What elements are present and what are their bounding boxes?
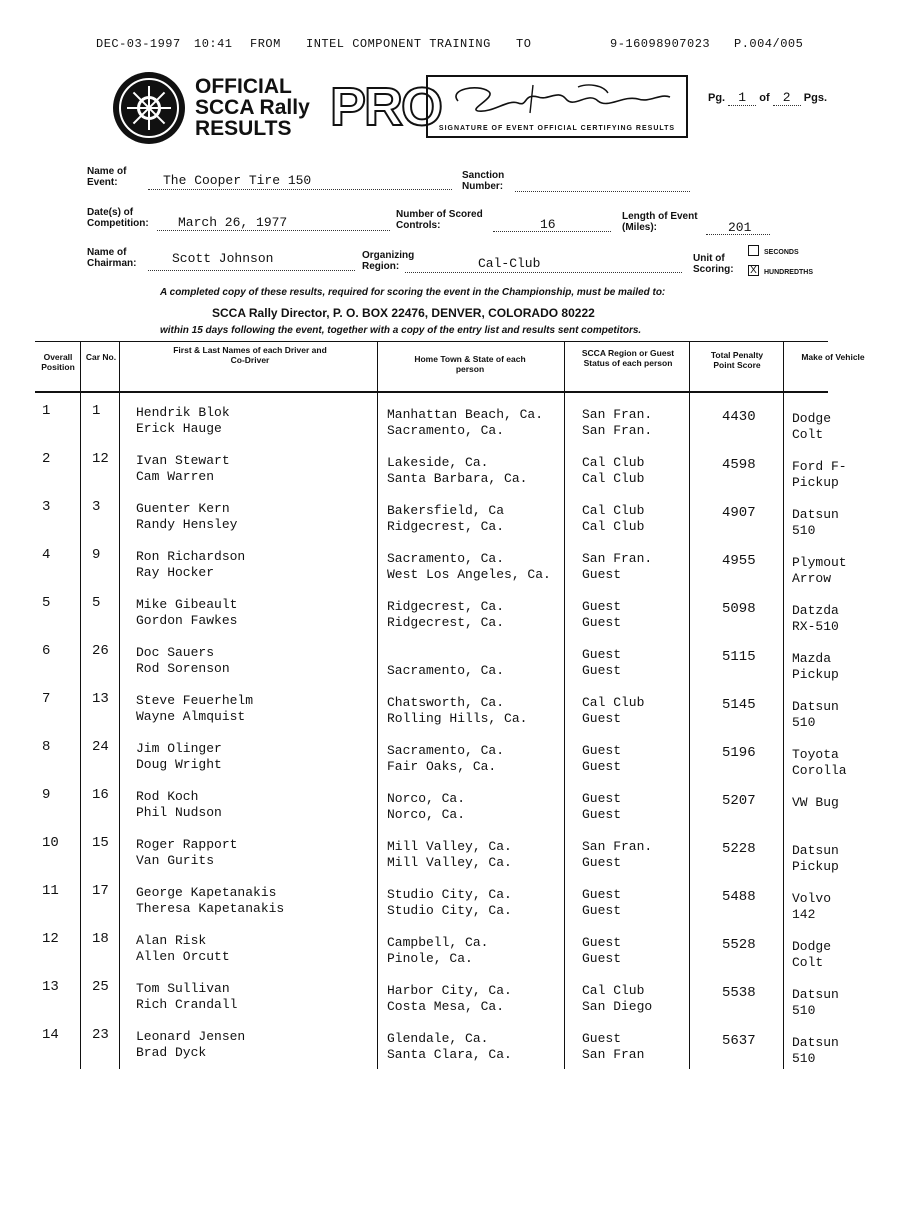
codriver-region-cell: Guest	[582, 759, 622, 774]
make-line-2-cell: Colt	[792, 955, 824, 970]
codriver-hometown-cell: Costa Mesa, Ca.	[387, 999, 505, 1014]
make-line-1-cell: Datsun	[792, 507, 839, 522]
make-line-2-cell: 510	[792, 1051, 816, 1066]
codriver-name-cell: Brad Dyck	[136, 1045, 207, 1060]
score-cell: 5228	[722, 841, 756, 857]
chairman-label: Name of Chairman:	[87, 247, 137, 269]
scca-wheel-logo-icon	[113, 72, 185, 144]
codriver-hometown-cell: Santa Barbara, Ca.	[387, 471, 528, 486]
score-cell: 5528	[722, 937, 756, 953]
make-line-1-cell: Dodge	[792, 411, 832, 426]
col-header-position: Overall Position	[41, 352, 75, 372]
make-line-2-cell: 510	[792, 715, 816, 730]
fax-to-label: TO	[516, 37, 532, 51]
driver-hometown-cell: Sacramento, Ca.	[387, 551, 505, 566]
make-line-1-cell: Ford F-	[792, 459, 847, 474]
codriver-name-cell: Van Gurits	[136, 853, 215, 868]
driver-name-cell: George Kapetanakis	[136, 885, 277, 900]
driver-name-cell: Doc Sauers	[136, 645, 215, 660]
driver-region-cell: Cal Club	[582, 503, 645, 518]
driver-name-cell: Guenter Kern	[136, 501, 230, 516]
codriver-region-cell: San Fran	[582, 1047, 645, 1062]
position-cell: 8	[42, 739, 51, 755]
driver-hometown-cell: Manhattan Beach, Ca.	[387, 407, 544, 422]
event-line	[148, 189, 452, 190]
instruction-line-1: A completed copy of these results, required for scoring the event in the Championship, must be mailed to:	[160, 287, 666, 298]
car-number-cell: 17	[92, 883, 109, 899]
driver-name-cell: Ron Richardson	[136, 549, 246, 564]
col-divider-2	[119, 341, 120, 1069]
driver-region-cell: Guest	[582, 743, 622, 758]
car-number-cell: 16	[92, 787, 109, 803]
page-label-post: Pgs.	[803, 92, 827, 104]
score-cell: 4598	[722, 457, 756, 473]
region-label: Organizing Region:	[362, 250, 415, 272]
codriver-name-cell: Doug Wright	[136, 757, 222, 772]
make-line-1-cell: Datsun	[792, 843, 839, 858]
chairman-line	[148, 270, 355, 271]
page-total: 2	[773, 90, 801, 106]
score-cell: 5115	[722, 649, 756, 665]
make-line-2-cell: 510	[792, 523, 816, 538]
col-header-make: Make of Vehicle	[801, 352, 865, 362]
page-label-pre: Pg.	[708, 92, 726, 104]
make-line-2-cell: RX-510	[792, 619, 839, 634]
codriver-name-cell: Erick Hauge	[136, 421, 222, 436]
position-cell: 14	[42, 1027, 59, 1043]
col-divider-5	[689, 341, 690, 1069]
driver-region-cell: San Fran.	[582, 839, 653, 854]
codriver-region-cell: Guest	[582, 855, 622, 870]
driver-hometown-cell: Studio City, Ca.	[387, 887, 512, 902]
col-header-score: Total Penalty Point Score	[710, 350, 764, 370]
make-line-2-cell: Pickup	[792, 859, 839, 874]
driver-name-cell: Jim Olinger	[136, 741, 222, 756]
make-line-2-cell: Corolla	[792, 763, 847, 778]
make-line-1-cell: Dodge	[792, 939, 832, 954]
position-cell: 6	[42, 643, 51, 659]
car-number-cell: 12	[92, 451, 109, 467]
driver-hometown-cell: Sacramento, Ca.	[387, 743, 505, 758]
page-label-mid: of	[759, 92, 770, 104]
driver-name-cell: Alan Risk	[136, 933, 207, 948]
codriver-hometown-cell: West Los Angeles, Ca.	[387, 567, 551, 582]
make-line-1-cell: Volvo	[792, 891, 832, 906]
driver-name-cell: Roger Rapport	[136, 837, 238, 852]
driver-name-cell: Ivan Stewart	[136, 453, 230, 468]
driver-region-cell: Guest	[582, 887, 622, 902]
col-header-region: SCCA Region or Guest Status of each person	[581, 348, 675, 368]
codriver-hometown-cell: Norco, Ca.	[387, 807, 466, 822]
col-header-names: First & Last Names of each Driver and Co-Driver	[173, 345, 327, 365]
table-header-rule	[35, 391, 828, 393]
codriver-hometown-cell: Sacramento, Ca.	[387, 663, 505, 678]
driver-region-cell: Guest	[582, 1031, 622, 1046]
position-cell: 13	[42, 979, 59, 995]
codriver-hometown-cell: Ridgecrest, Ca.	[387, 615, 505, 630]
codriver-hometown-cell: Sacramento, Ca.	[387, 423, 505, 438]
col-divider-3	[377, 341, 378, 1069]
date-label: Date(s) of Competition:	[87, 207, 149, 229]
codriver-region-cell: Cal Club	[582, 471, 645, 486]
car-number-cell: 1	[92, 403, 101, 419]
position-cell: 7	[42, 691, 51, 707]
col-divider-1	[80, 341, 81, 1069]
chairman-value: Scott Johnson	[172, 251, 274, 266]
position-cell: 4	[42, 547, 51, 563]
controls-label: Number of Scored Controls:	[396, 209, 483, 231]
col-header-hometown: Home Town & State of each person	[414, 354, 526, 374]
fax-date: DEC-03-1997	[96, 37, 181, 51]
codriver-hometown-cell: Ridgecrest, Ca.	[387, 519, 505, 534]
signature-caption: SIGNATURE OF EVENT OFFICIAL CERTIFYING RESULTS	[438, 125, 676, 132]
seconds-checkbox[interactable]	[748, 245, 759, 256]
position-cell: 10	[42, 835, 59, 851]
driver-region-cell: Guest	[582, 599, 622, 614]
col-divider-6	[783, 341, 784, 1069]
title-line-1: OFFICIAL	[195, 75, 292, 98]
position-cell: 2	[42, 451, 51, 467]
make-line-1-cell: Datsun	[792, 987, 839, 1002]
score-cell: 5637	[722, 1033, 756, 1049]
codriver-region-cell: Guest	[582, 663, 622, 678]
driver-region-cell: Cal Club	[582, 455, 645, 470]
codriver-name-cell: Ray Hocker	[136, 565, 215, 580]
make-line-1-cell: Plymout	[792, 555, 847, 570]
driver-region-cell: Guest	[582, 935, 622, 950]
car-number-cell: 5	[92, 595, 101, 611]
score-cell: 5538	[722, 985, 756, 1001]
pro-text: PRO	[330, 77, 442, 137]
title-line-3: RESULTS	[195, 117, 292, 140]
codriver-hometown-cell: Fair Oaks, Ca.	[387, 759, 497, 774]
score-cell: 5145	[722, 697, 756, 713]
position-cell: 1	[42, 403, 51, 419]
page-number: 1	[728, 90, 756, 106]
mailing-address: SCCA Rally Director, P. O. BOX 22476, DENVER, COLORADO 80222	[212, 306, 595, 320]
position-cell: 12	[42, 931, 59, 947]
make-line-2-cell: 142	[792, 907, 816, 922]
car-number-cell: 3	[92, 499, 101, 515]
fax-to: 9-16098907023	[610, 37, 711, 51]
col-divider-4	[564, 341, 565, 1069]
car-number-cell: 18	[92, 931, 109, 947]
controls-value: 16	[540, 217, 556, 232]
driver-name-cell: Rod Koch	[136, 789, 199, 804]
page-count	[708, 90, 827, 106]
score-cell: 4907	[722, 505, 756, 521]
driver-region-cell: Guest	[582, 791, 622, 806]
event-value: The Cooper Tire 150	[163, 173, 312, 188]
driver-region-cell: Cal Club	[582, 695, 645, 710]
title-line-2: SCCA Rally	[195, 96, 310, 119]
score-cell: 5098	[722, 601, 756, 617]
driver-hometown-cell: Mill Valley, Ca.	[387, 839, 512, 854]
driver-hometown-cell: Harbor City, Ca.	[387, 983, 512, 998]
driver-hometown-cell: Glendale, Ca.	[387, 1031, 489, 1046]
region-value: Cal-Club	[478, 256, 541, 271]
codriver-region-cell: San Fran.	[582, 423, 653, 438]
sanction-line	[515, 191, 690, 192]
codriver-region-cell: Guest	[582, 807, 622, 822]
codriver-hometown-cell: Rolling Hills, Ca.	[387, 711, 528, 726]
driver-name-cell: Mike Gibeault	[136, 597, 238, 612]
position-cell: 11	[42, 883, 59, 899]
codriver-hometown-cell: Pinole, Ca.	[387, 951, 473, 966]
codriver-hometown-cell: Studio City, Ca.	[387, 903, 512, 918]
length-value: 201	[728, 220, 752, 235]
driver-region-cell: San Fran.	[582, 407, 653, 422]
position-cell: 9	[42, 787, 51, 803]
score-cell: 5196	[722, 745, 756, 761]
position-cell: 3	[42, 499, 51, 515]
driver-region-cell: Cal Club	[582, 983, 645, 998]
codriver-hometown-cell: Santa Clara, Ca.	[387, 1047, 512, 1062]
score-cell: 5207	[722, 793, 756, 809]
codriver-name-cell: Allen Orcutt	[136, 949, 230, 964]
car-number-cell: 26	[92, 643, 109, 659]
codriver-name-cell: Theresa Kapetanakis	[136, 901, 285, 916]
driver-hometown-cell: Norco, Ca.	[387, 791, 466, 806]
fax-from-label: FROM	[250, 37, 281, 51]
car-number-cell: 13	[92, 691, 109, 707]
make-line-1-cell: Datzda	[792, 603, 839, 618]
signature-box	[426, 75, 688, 138]
codriver-region-cell: Guest	[582, 951, 622, 966]
driver-hometown-cell: Ridgecrest, Ca.	[387, 599, 505, 614]
date-line	[157, 230, 390, 231]
make-line-1-cell: Mazda	[792, 651, 832, 666]
make-line-2-cell: Colt	[792, 427, 824, 442]
codriver-hometown-cell: Mill Valley, Ca.	[387, 855, 512, 870]
score-cell: 4955	[722, 553, 756, 569]
col-header-car: Car No.	[85, 352, 117, 362]
make-line-1-cell: Datsun	[792, 699, 839, 714]
codriver-name-cell: Cam Warren	[136, 469, 215, 484]
car-number-cell: 23	[92, 1027, 109, 1043]
hundredths-label: HUNDREDTHS	[764, 269, 813, 276]
driver-name-cell: Steve Feuerhelm	[136, 693, 254, 708]
codriver-region-cell: Guest	[582, 903, 622, 918]
driver-region-cell: San Fran.	[582, 551, 653, 566]
pro-badge	[330, 77, 442, 137]
scoring-label: Unit of Scoring:	[693, 253, 734, 275]
event-label: Name of Event:	[87, 166, 127, 188]
codriver-name-cell: Wayne Almquist	[136, 709, 246, 724]
driver-hometown-cell: Lakeside, Ca.	[387, 455, 489, 470]
driver-hometown-cell: Chatsworth, Ca.	[387, 695, 505, 710]
car-number-cell: 9	[92, 547, 101, 563]
score-cell: 5488	[722, 889, 756, 905]
driver-hometown-cell: Campbell, Ca.	[387, 935, 489, 950]
position-cell: 5	[42, 595, 51, 611]
make-line-2-cell: Arrow	[792, 571, 832, 586]
sanction-label: Sanction Number:	[462, 170, 505, 192]
score-cell: 4430	[722, 409, 756, 425]
driver-hometown-cell: Bakersfield, Ca	[387, 503, 505, 518]
hundredths-checkbox[interactable]: X	[748, 265, 759, 276]
codriver-name-cell: Gordon Fawkes	[136, 613, 238, 628]
make-line-2-cell: Pickup	[792, 667, 839, 682]
codriver-region-cell: Cal Club	[582, 519, 645, 534]
codriver-region-cell: San Diego	[582, 999, 653, 1014]
car-number-cell: 15	[92, 835, 109, 851]
date-value: March 26, 1977	[178, 215, 288, 230]
codriver-name-cell: Rich Crandall	[136, 997, 238, 1012]
handwritten-signature-icon	[438, 79, 678, 119]
driver-name-cell: Leonard Jensen	[136, 1029, 246, 1044]
codriver-region-cell: Guest	[582, 567, 622, 582]
fax-from: INTEL COMPONENT TRAINING	[306, 37, 491, 51]
codriver-region-cell: Guest	[582, 615, 622, 630]
fax-page: P.004/005	[734, 37, 804, 51]
make-line-1-cell: Datsun	[792, 1035, 839, 1050]
car-number-cell: 25	[92, 979, 109, 995]
make-line-1-cell: Toyota	[792, 747, 839, 762]
driver-region-cell: Guest	[582, 647, 622, 662]
driver-name-cell: Hendrik Blok	[136, 405, 230, 420]
codriver-region-cell: Guest	[582, 711, 622, 726]
car-number-cell: 24	[92, 739, 109, 755]
codriver-name-cell: Rod Sorenson	[136, 661, 230, 676]
make-line-2-cell: Pickup	[792, 475, 839, 490]
instruction-line-2: within 15 days following the event, together with a copy of the entry list and results sent competitors.	[160, 325, 642, 336]
length-label: Length of Event (Miles):	[622, 211, 698, 233]
make-line-2-cell: 510	[792, 1003, 816, 1018]
driver-name-cell: Tom Sullivan	[136, 981, 230, 996]
fax-time: 10:41	[194, 37, 233, 51]
table-top-rule	[35, 341, 828, 342]
region-line	[405, 272, 682, 273]
codriver-name-cell: Phil Nudson	[136, 805, 222, 820]
codriver-name-cell: Randy Hensley	[136, 517, 238, 532]
form-title	[195, 76, 335, 139]
seconds-label: SECONDS	[764, 249, 799, 256]
make-line-1-cell: VW Bug	[792, 795, 839, 810]
